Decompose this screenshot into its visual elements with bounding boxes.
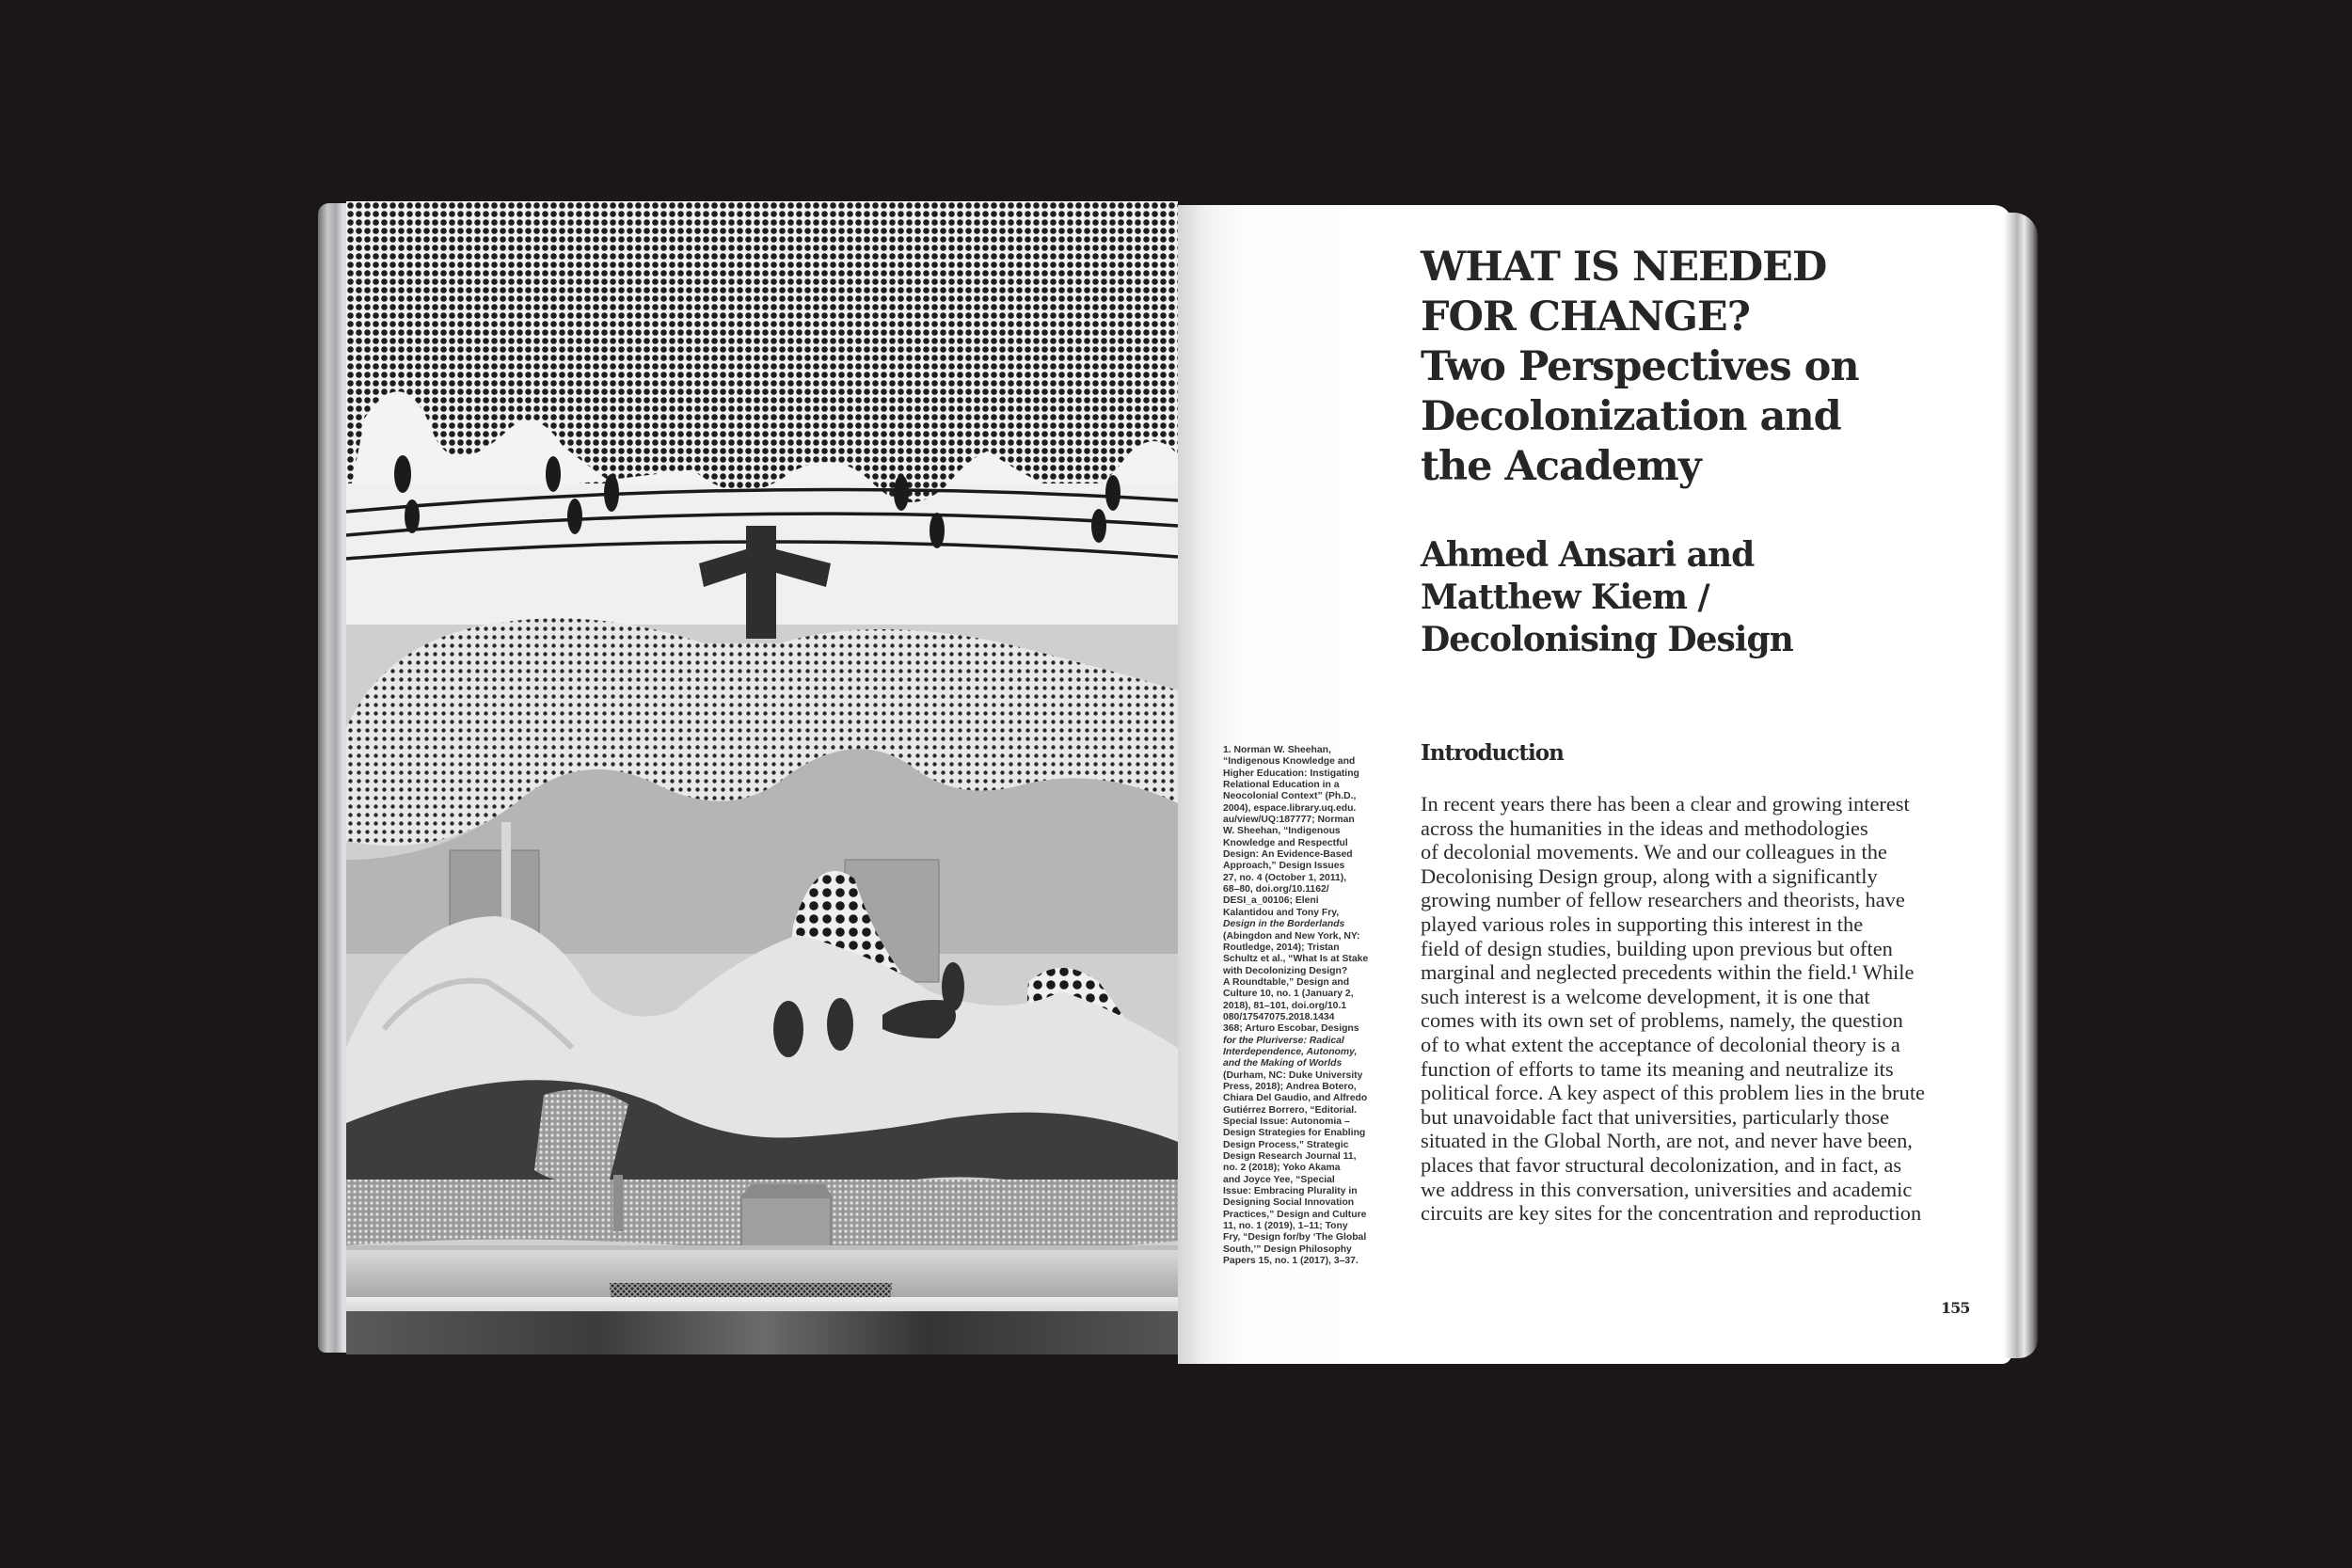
page-number: 155 xyxy=(1941,1299,1970,1317)
body-line: of to what extent the acceptance of decolonial theory is a xyxy=(1421,1032,1900,1056)
crowd-strip xyxy=(346,1311,1178,1354)
title-line: the Academy xyxy=(1421,443,1701,490)
title-line: WHAT IS NEEDED xyxy=(1421,244,1827,291)
footnote-line: Papers 15, no. 1 (2017), 3–37. xyxy=(1223,1256,1359,1267)
footnote-line: Press, 2018); Andrea Botero, xyxy=(1223,1081,1357,1092)
footnote-line: “Indigenous Knowledge and xyxy=(1223,756,1356,768)
title-line: Two Perspectives on xyxy=(1421,343,1859,390)
footnote-line: Chiara Del Gaudio, and Alfredo xyxy=(1223,1093,1368,1104)
footnote-line: South,’” Design Philosophy xyxy=(1223,1243,1352,1255)
body-line: In recent years there has been a clear and growing interest xyxy=(1421,792,1910,816)
footnote-line: Knowledge and Respectful xyxy=(1223,837,1348,848)
body-line: of decolonial movements. We and our colleagues in the xyxy=(1421,840,1887,864)
body-line: comes with its own set of problems, namely, the question xyxy=(1421,1008,1903,1033)
footnote-line: Approach,” Design Issues xyxy=(1223,861,1345,872)
section-heading: Introduction xyxy=(1421,740,1564,766)
footnote-line: Routledge, 2014); Tristan xyxy=(1223,942,1340,953)
footnote-line: and Joyce Yee, “Special xyxy=(1223,1174,1335,1185)
footnote-line: DESI_a_00106; Eleni xyxy=(1223,895,1319,907)
title-line: Decolonization and xyxy=(1421,393,1841,440)
body-line: Decolonising Design group, along with a significantly xyxy=(1421,863,1878,888)
footnote-line: and the Making of Worlds xyxy=(1223,1058,1343,1069)
footnote-line: Neocolonial Context” (Ph.D., xyxy=(1223,791,1357,802)
footnote-line: (Abingdon and New York, NY: xyxy=(1223,930,1360,942)
footnote-line: Interdependence, Autonomy, xyxy=(1223,1046,1358,1057)
right-page-edge xyxy=(2004,213,2038,1358)
footnote-line: Relational Education in a xyxy=(1223,780,1340,791)
author-line: Decolonising Design xyxy=(1421,620,1793,659)
footnote-line: Practices,” Design and Culture xyxy=(1223,1209,1367,1220)
footnote-line: Design in the Borderlands xyxy=(1223,919,1345,930)
footnote-line: Schultz et al., “What Is at Stake xyxy=(1223,954,1369,965)
body-line: function of efforts to tame its meaning and neutralize its xyxy=(1421,1056,1894,1081)
footnote-line: Higher Education: Instigating xyxy=(1223,768,1359,779)
footnote-line: Kalantidou and Tony Fry, xyxy=(1223,907,1340,918)
footnote-line: for the Pluriverse: Radical xyxy=(1223,1035,1344,1046)
body-line: political force. A key aspect of this problem lies in the brute xyxy=(1421,1081,1925,1105)
body-line: we address in this conversation, universities and academic xyxy=(1421,1177,1913,1201)
footnote-line: Design Research Journal 11, xyxy=(1223,1151,1357,1163)
body-paragraph xyxy=(1421,792,1976,1226)
body-line: places that favor structural decolonization, and in fact, as xyxy=(1421,1152,1902,1177)
article-authors xyxy=(1421,534,1947,661)
footnote-line: no. 2 (2018); Yoko Akama xyxy=(1223,1163,1341,1174)
footnote-line: 080/17547075.2018.1434 xyxy=(1223,1011,1335,1022)
body-line: growing number of fellow researchers and theorists, have xyxy=(1421,888,1905,912)
collage-illustration xyxy=(346,201,1178,1354)
footnote-line: 368; Arturo Escobar, Designs xyxy=(1223,1023,1359,1035)
footnote-line: 68–80, doi.org/10.1162/ xyxy=(1223,884,1329,895)
footnote-line: 2004), espace.library.uq.edu. xyxy=(1223,802,1357,814)
footnote-line: au/view/UQ:187777; Norman xyxy=(1223,815,1355,826)
title-line: FOR CHANGE? xyxy=(1421,293,1750,341)
body-line: field of design studies, building upon previous but often xyxy=(1421,936,1893,960)
footnote-line: A Roundtable,” Design and xyxy=(1223,976,1350,988)
footnote-line: 2018), 81–101, doi.org/10.1 xyxy=(1223,1000,1347,1011)
footnote-line: Design Process,” Strategic xyxy=(1223,1139,1349,1150)
body-line: circuits are key sites for the concentration and reproduction xyxy=(1421,1201,1922,1226)
body-line: situated in the Global North, are not, and never have been, xyxy=(1421,1129,1913,1153)
footnote-line: 1. Norman W. Sheehan, xyxy=(1223,745,1331,755)
footnote-line: 11, no. 1 (2019), 1–11; Tony xyxy=(1223,1221,1348,1232)
footnote-line: 27, no. 4 (October 1, 2011), xyxy=(1223,872,1347,883)
footnote-line: Culture 10, no. 1 (January 2, xyxy=(1223,989,1354,1000)
author-line: Ahmed Ansari and xyxy=(1421,535,1755,575)
left-page-collage-image xyxy=(346,201,1178,1354)
footnote-line: Issue: Embracing Plurality in xyxy=(1223,1186,1358,1197)
article-title xyxy=(1421,243,1947,492)
footnote-line: Designing Social Innovation xyxy=(1223,1197,1355,1209)
footnote-line: Design: An Evidence-Based xyxy=(1223,849,1353,861)
body-line: such interest is a welcome development, it is one that xyxy=(1421,984,1870,1008)
footnote-line: Gutiérrez Borrero, “Editorial. xyxy=(1223,1104,1358,1116)
footnote xyxy=(1223,745,1402,1267)
footnote-line: (Durham, NC: Duke University xyxy=(1223,1069,1363,1081)
footnote-line: W. Sheehan, “Indigenous xyxy=(1223,826,1341,837)
footnote-line: Design Strategies for Enabling xyxy=(1223,1128,1366,1139)
author-line: Matthew Kiem / xyxy=(1421,578,1709,617)
body-line: marginal and neglected precedents within the field.¹ While xyxy=(1421,960,1915,985)
body-line: but unavoidable fact that universities, particularly those xyxy=(1421,1104,1890,1129)
body-line: played various roles in supporting this interest in the xyxy=(1421,911,1864,936)
left-page-edge xyxy=(318,203,350,1353)
body-line: across the humanities in the ideas and methodologies xyxy=(1421,816,1868,840)
footnote-line: Fry, “Design for/by ‘The Global xyxy=(1223,1232,1367,1243)
footnote-line: with Decolonizing Design? xyxy=(1223,965,1348,976)
footnote-line: Special Issue: Autonomia – xyxy=(1223,1117,1350,1127)
